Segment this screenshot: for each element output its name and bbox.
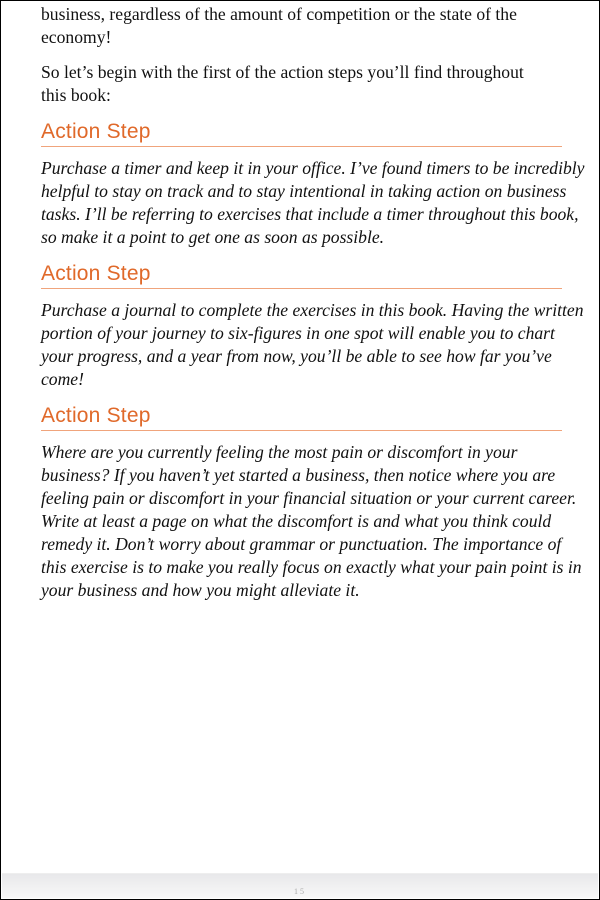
page-footer [2,873,598,898]
text-line: come! [41,369,84,389]
text-line: this book: [41,85,111,105]
text-line: Where are you currently feeling the most pain or discomfort in your [41,442,518,462]
section-heading: Action Step [41,120,151,143]
text-line: Purchase a journal to complete the exercises in this book. Having the written [41,300,584,320]
text-line: this exercise is to make you really focus on exactly what your pain point is in [41,557,582,577]
text-line: So let’s begin with the first of the action steps you’ll find throughout [41,62,524,82]
action-step-text [41,299,584,391]
text-line: business, regardless of the amount of competition or the state of the [41,4,517,24]
section-heading: Action Step [41,404,151,427]
action-step-text [41,441,582,602]
intro-paragraph-2 [41,61,565,107]
text-line: Purchase a timer and keep it in your office. I’ve found timers to be incredibly [41,158,585,178]
heading-rule [41,430,562,431]
text-line: tasks. I’ll be referring to exercises that include a timer throughout this book, [41,204,579,224]
text-line: your business and how you might alleviate it. [41,580,360,600]
action-step-1 [41,119,585,249]
text-line: economy! [41,27,112,47]
text-line: remedy it. Don’t worry about grammar or punctuation. The importance of [41,534,562,554]
action-step-3 [41,403,582,602]
section-heading: Action Step [41,262,151,285]
heading-rule [41,288,562,289]
text-line: helpful to stay on track and to stay intentional in taking action on business [41,181,567,201]
heading-rule [41,146,562,147]
text-line: Write at least a page on what the discomfort is and what you think could [41,511,552,531]
intro-paragraph-1 [41,3,565,49]
text-line: your progress, and a year from now, you’ll be able to see how far you’ve [41,346,552,366]
action-step-text [41,157,585,249]
page-number: 15 [294,887,306,896]
action-step-2 [41,261,584,391]
text-line: business? If you haven’t yet started a business, then notice where you are [41,465,556,485]
text-line: so make it a point to get one as soon as possible. [41,227,385,247]
text-line: feeling pain or discomfort in your financial situation or your current career. [41,488,577,508]
page-content [41,3,585,614]
text-line: portion of your journey to six-figures in one spot will enable you to chart [41,323,555,343]
